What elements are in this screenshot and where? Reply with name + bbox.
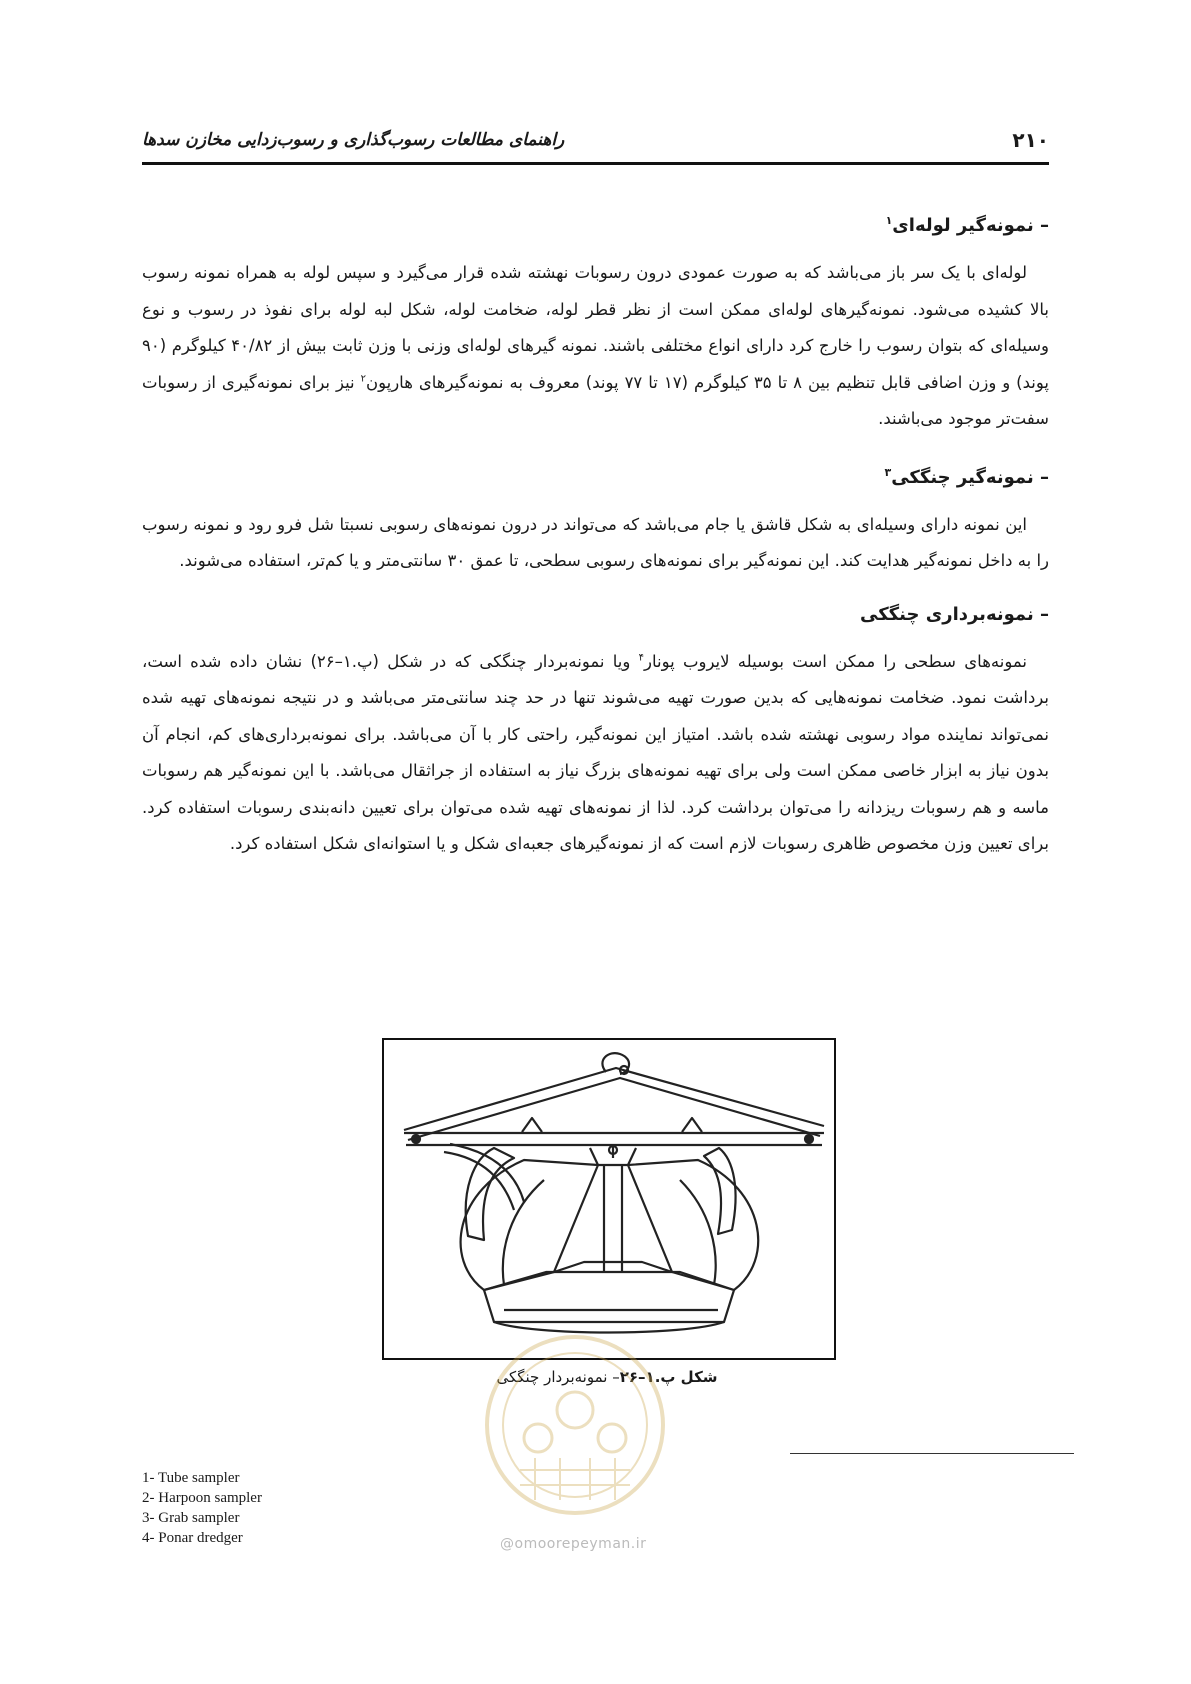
section-heading: [142, 208, 1049, 239]
paragraph: [142, 644, 1049, 863]
watermark-site: @omoorepeyman.ir: [500, 1536, 647, 1552]
section-grab-sampling: [142, 602, 1049, 863]
header-rule: [142, 162, 1049, 165]
footnote: 1- Tube sampler: [142, 1470, 240, 1486]
page-header: [142, 128, 1049, 158]
section-heading: [142, 602, 1049, 628]
caption-text: – نمونه‌بردار چنگکی: [496, 1368, 620, 1386]
footnote: 3- Grab sampler: [142, 1510, 240, 1526]
paragraph-text: نیز برای نمونه‌گیری از رسوبات سفت‌تر موجود می‌باشند.: [142, 372, 1049, 428]
page-number: ۲۱۰: [1012, 128, 1049, 152]
paragraph-text: ویا نمونه‌بردار چنگکی که در شکل (پ.۱–۲۶) نشان داده شده است، برداشت نمود. ضخامت نمونه‌هایی که بدین صورت تهیه می‌شوند تنها در حد چند سانتی‌متر می‌باشد و در نتیجه نمونه‌های تهیه شده نمی‌تواند نماینده مواد رسوبی نهشته شده باشد. امتیاز این نمونه‌گیر، راحتی کار با آن می‌باشد. برای نمونه‌برداری‌های کم، انجام آن بدون نیاز به ابزار خاصی ممکن است ولی برای تهیه نمونه‌های بزرگ نیاز به استفاده از جراثقال می‌باشد. با این نمونه‌گیر هم رسوبات ماسه و هم رسوبات ریزدانه را می‌توان برداشت کرد. لذا از نمونه‌های تهیه شده می‌توان برای تعیین دانه‌بندی رسوبات استفاده کرد. برای تعیین وزن مخصوص ظاهری رسوبات لازم است که از نمونه‌گیرهای جعبه‌ای شکل و یا استوانه‌ای شکل استفاده کرد.: [142, 651, 1049, 853]
footnote-ref: ۳: [884, 465, 892, 479]
footnote: 4- Ponar dredger: [142, 1530, 243, 1546]
seal-logo-icon: [480, 1330, 670, 1550]
footnotes: [142, 1468, 262, 1548]
paragraph-text: لوله‌ای با یک سر باز می‌باشد که به صورت عمودی درون رسوبات نهشته شده قرار می‌گیرد و سپس لوله به همراه نمونه رسوب بالا کشیده می‌شود. نمونه‌گیرهای لوله‌ای ممکن است از نظر قطر لوله، ضخامت لوله، شکل لبه لوله برای نفوذ در رسوب و نوع وسیله‌ای که بتوان رسوب را خارج کرد دارای انواع مختلفی باشند. نمونه گیرهای لوله‌ای وزنی با وزن ثابت بیش از ۴۰/۸۲ کیلوگرم (۹۰ پوند) و وزن اضافی قابل تنظیم بین ۸ تا ۳۵ کیلوگرم (۱۷ تا ۷۷ پوند) معروف به نمونه‌گیرهای هارپون: [142, 263, 1049, 392]
section-grab-sampler: [142, 460, 1049, 580]
caption-label: شکل پ.۱–۲۶: [619, 1368, 718, 1386]
footnote-ref: ۱: [885, 214, 893, 227]
heading-text: – نمونه‌گیر لوله‌ای: [892, 215, 1049, 236]
running-title: راهنمای مطالعات رسوب‌گذاری و رسوب‌زدایی مخازن سدها: [142, 130, 565, 150]
paragraph: [142, 255, 1049, 438]
footnote: 2- Harpoon sampler: [142, 1490, 262, 1506]
paragraph: [142, 507, 1049, 580]
footnote-ref: ۴: [638, 652, 644, 663]
grab-sampler-illustration: [384, 1040, 834, 1358]
footnote-rule: [790, 1453, 1074, 1454]
heading-text: – نمونه‌برداری چنگکی: [859, 603, 1049, 625]
paragraph-text: این نمونه دارای وسیله‌ای به شکل قاشق یا جام می‌باشد که می‌تواند در درون نمونه‌های رسوبی نسبتا شل فرو رود و نمونه رسوب را به داخل نمونه‌گیر هدایت کند. این نمونه‌گیر برای نمونه‌های رسوبی سطحی، تا عمق ۳۰ سانتی‌متر و یا کم‌تر، استفاده می‌شوند.: [142, 514, 1049, 570]
figure-grab-sampler: [382, 1038, 836, 1360]
heading-text: – نمونه‌گیر چنگکی: [891, 466, 1049, 488]
main-content: [142, 208, 1049, 885]
section-tube-sampler: [142, 208, 1049, 438]
paragraph-text: نمونه‌های سطحی را ممکن است بوسیله لایروب پونار: [643, 651, 1027, 671]
section-heading: [142, 460, 1049, 491]
footnote-ref: ۲: [360, 373, 366, 384]
